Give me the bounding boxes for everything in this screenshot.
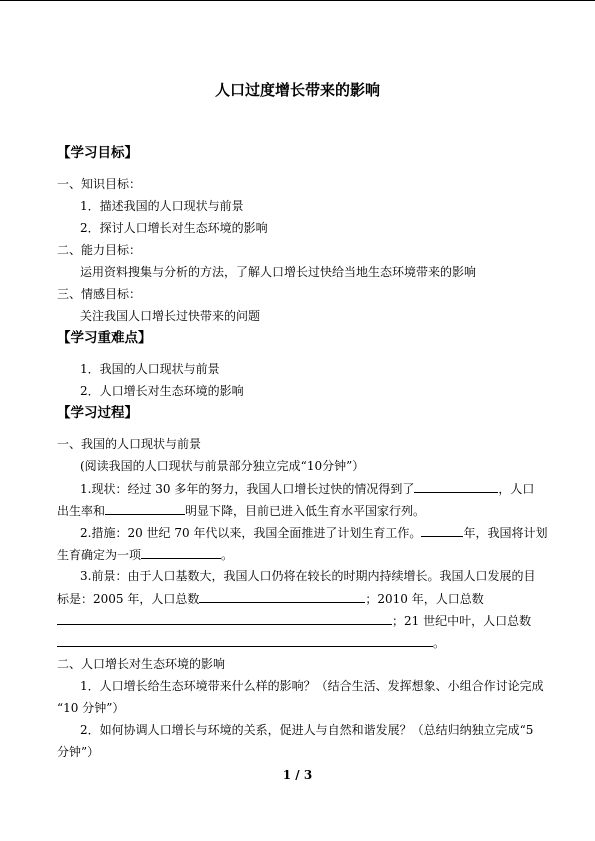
measures-paragraph-line2 xyxy=(57,546,233,563)
document-title: 人口过度增长带来的影响 xyxy=(214,81,380,99)
header-rule xyxy=(0,0,595,1)
status-paragraph-line2 xyxy=(57,502,425,519)
prospect-paragraph-line3 xyxy=(57,612,531,629)
status-text-c: 出生率和 xyxy=(57,504,106,518)
measures-text-a: 2.措施：20 世纪 70 年代以来，我国全面推进了计划生育工作。 xyxy=(80,526,422,540)
page-number: 1 / 3 xyxy=(282,768,313,782)
question2-line1: 2．如何协调人口增长与环境的关系，促进人与自然和谐发展？（总结归纳独立完成“5 xyxy=(80,723,534,737)
emotion-objectives-text: 关注我国人口增长过快带来的问题 xyxy=(80,309,261,323)
status-text-d: 明显下降，目前已进入低生育水平国家行列。 xyxy=(185,504,426,518)
fill-blank[interactable] xyxy=(105,502,185,515)
part2-title: 二、人口增长对生态环境的影响 xyxy=(57,657,226,671)
knowledge-item-1: 1．描述我国的人口现状与前景 xyxy=(80,199,244,213)
measures-text-c: 生育确定为一项 xyxy=(57,548,142,562)
fill-blank[interactable] xyxy=(141,546,221,559)
fill-blank[interactable] xyxy=(199,590,365,603)
status-text-a: 1.现状：经过 30 多年的努力，我国人口增长过快的情况得到了 xyxy=(80,482,415,496)
key-point-2: 2．人口增长对生态环境的影响 xyxy=(80,384,244,398)
prospect-paragraph-line4 xyxy=(57,634,445,651)
prospect-paragraph-line2 xyxy=(57,590,484,607)
fill-blank[interactable] xyxy=(57,634,433,647)
prospect-text-e: 。 xyxy=(433,636,446,650)
question2-line2: 分钟”） xyxy=(57,745,100,759)
fill-blank[interactable] xyxy=(414,480,498,493)
part1-note: (阅读我国的人口现状与前景部分独立完成“10分钟”） xyxy=(80,459,365,473)
ability-objectives-text: 运用资料搜集与分析的方法，了解人口增长过快给当地生态环境带来的影响 xyxy=(80,265,477,279)
part1-title: 一、我国的人口现状与前景 xyxy=(57,437,202,451)
emotion-objectives-label: 三、情感目标： xyxy=(57,287,142,301)
prospect-text-d: ；21 世纪中叶，人口总数 xyxy=(392,614,532,628)
objectives-heading: 【学习目标】 xyxy=(57,145,138,161)
prospect-text-c: ；2010 年，人口总数 xyxy=(365,592,484,606)
key-point-1: 1．我国的人口现状与前景 xyxy=(80,362,220,376)
knowledge-objectives-label: 一、知识目标： xyxy=(57,177,142,191)
prospect-paragraph-line1: 3.前景：由于人口基数大，我国人口仍将在较长的时期内持续增长。我国人口发展的目 xyxy=(80,569,536,583)
ability-objectives-label: 二、能力目标： xyxy=(57,243,142,257)
fill-blank[interactable] xyxy=(421,524,463,537)
fill-blank[interactable] xyxy=(57,612,392,625)
process-heading: 【学习过程】 xyxy=(57,405,138,421)
key-points-heading: 【学习重难点】 xyxy=(57,330,152,346)
status-paragraph-line1 xyxy=(80,480,534,497)
measures-text-d: 。 xyxy=(221,548,234,562)
question1-line1: 1．人口增长给生态环境带来什么样的影响？（结合生活、发挥想象、小组合作讨论完成 xyxy=(80,679,544,693)
prospect-text-b: 标是：2005 年，人口总数 xyxy=(57,592,200,606)
measures-paragraph-line1 xyxy=(80,524,547,541)
measures-text-b: 年，我国将计划 xyxy=(463,526,548,540)
status-text-b: ，人口 xyxy=(498,482,535,496)
knowledge-item-2: 2．探讨人口增长对生态环境的影响 xyxy=(80,221,268,235)
question1-line2: “10 分钟”） xyxy=(57,701,125,715)
